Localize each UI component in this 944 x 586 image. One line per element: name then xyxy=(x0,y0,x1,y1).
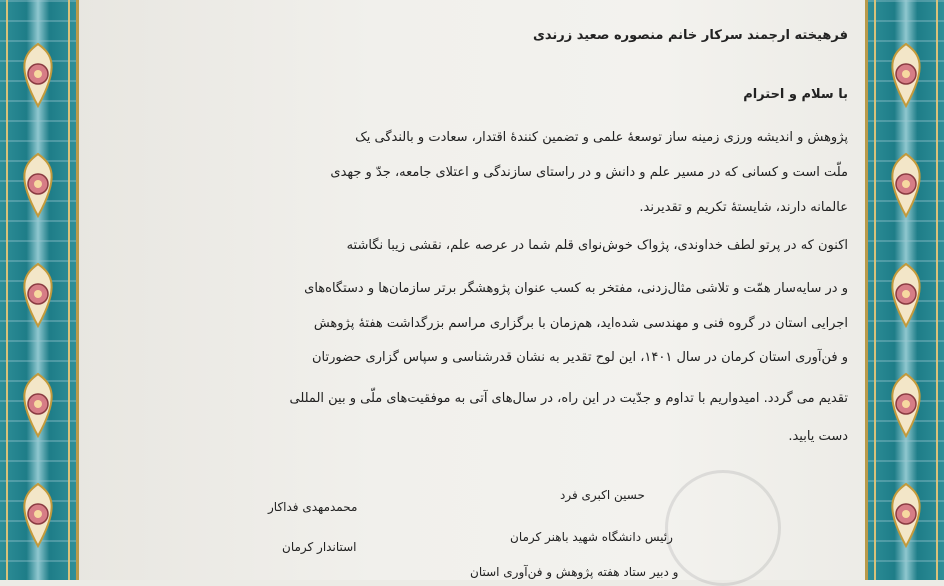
floral-motif-icon xyxy=(8,480,68,550)
signatory-name: حسین اکبری فرد xyxy=(560,488,645,502)
signatory-title: استاندار کرمان xyxy=(282,540,357,554)
paragraph2-line: دست یابید. xyxy=(788,429,848,444)
paragraph2-line: اکنون که در پرتو لطف خداوندی، پژواک خوش‌نوای قلم شما در عرصه علم، نقشی زیبا نگاشته xyxy=(346,238,848,253)
left-ornamental-border xyxy=(0,0,79,580)
floral-motif-icon xyxy=(8,370,68,440)
floral-motif-icon xyxy=(876,480,936,550)
floral-motif-icon xyxy=(8,150,68,220)
floral-motif-icon xyxy=(876,370,936,440)
signatory-name: محمدمهدی فداکار xyxy=(268,500,358,514)
right-ornamental-border xyxy=(865,0,944,580)
paragraph2-line: اجرایی استان در گروه فنی و مهندسی شده‌اید، هم‌زمان با برگزاری مراسم بزرگداشت هفتهٔ پژوهش xyxy=(313,316,848,331)
floral-motif-icon xyxy=(8,260,68,330)
floral-motif-icon xyxy=(876,260,936,330)
signatory-title-line2: و دبیر ستاد هفته پژوهش و فن‌آوری استان xyxy=(470,565,679,579)
floral-motif-icon xyxy=(876,150,936,220)
recipient-line: فرهیخته ارجمند سرکار خانم منصوره صعید زرندی xyxy=(532,28,848,43)
certificate-text xyxy=(96,0,848,580)
paragraph2-line: و در سایه‌سار همّت و تلاشی مثال‌زدنی، مفتخر به کسب عنوان پژوهشگر برتر سازمان‌ها و دستگاه‌های xyxy=(304,281,848,296)
paragraph1-line: ملّت است و کسانی که در مسیر علم و دانش و در راستای سازندگی و اعتلای جامعه، جدّ و جهدی xyxy=(330,165,848,180)
paragraph2-line: تقدیم می گردد. امیدواریم با تداوم و جدّیت در این راه، در سال‌های آتی به موفقیت‌های ملّی و بین المللی xyxy=(289,391,848,406)
floral-motif-icon xyxy=(8,40,68,110)
greeting-line: با سلام و احترام xyxy=(743,87,848,102)
paragraph2-line: و فن‌آوری استان کرمان در سال ۱۴۰۱، این لوح تقدیر به نشان قدرشناسی و سپاس گزاری حضورتان xyxy=(311,350,848,365)
floral-motif-icon xyxy=(876,40,936,110)
paragraph1-line: عالمانه دارند، شایستهٔ تکریم و تقدیرند. xyxy=(639,200,848,215)
signatory-title: رئیس دانشگاه شهید باهنر کرمان xyxy=(510,530,673,544)
paragraph1-line: پژوهش و اندیشه ورزی زمینه ساز توسعهٔ علمی و تضمین کنندهٔ اقتدار، سعادت و بالندگی یک xyxy=(355,130,848,145)
